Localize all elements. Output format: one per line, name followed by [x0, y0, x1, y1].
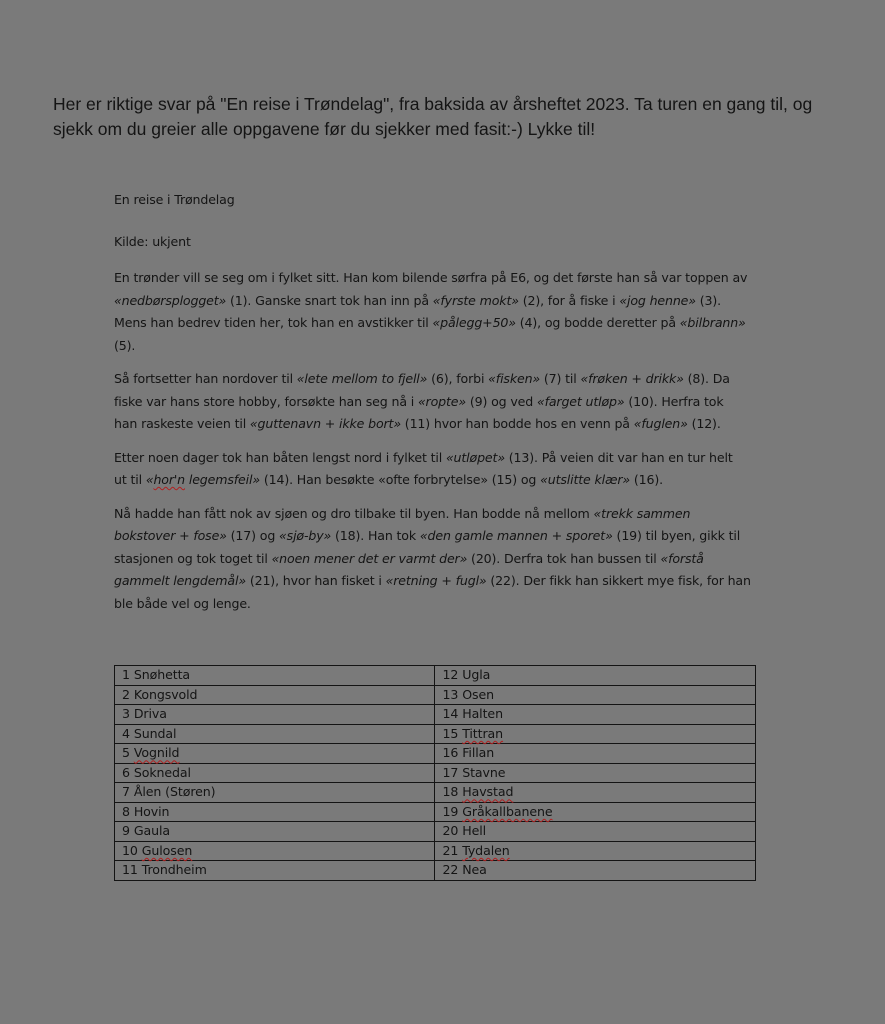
paragraph-1 — [114, 267, 764, 357]
answer-cell-right: 22 Nea — [435, 861, 756, 881]
table-row — [115, 705, 756, 725]
text: (22). Der fikk han sikkert mye fisk, for han — [486, 573, 751, 588]
clue-21-cont: gammelt lengdemål» — [114, 573, 246, 588]
answer-cell-right — [435, 802, 756, 822]
text: (19) til byen, gikk til — [612, 528, 741, 543]
text: (4), og bodde deretter på — [515, 315, 680, 330]
clue-19: «den gamle mannen + sporet» — [419, 528, 613, 543]
clue-18: «sjø-by» — [279, 528, 332, 543]
misspelled-answer: Gulosen — [141, 842, 193, 858]
clue-6: «lete mellom to fjell» — [296, 371, 428, 386]
text: han raskeste veien til — [114, 416, 250, 431]
text: (17) og — [226, 528, 280, 543]
text: legemsfeil» — [185, 472, 260, 487]
answer-number: 21 — [442, 842, 463, 858]
text: (18). Han tok — [331, 528, 420, 543]
text: (11) hvor han bodde hos en venn på — [400, 416, 634, 431]
intro-text — [53, 92, 853, 142]
text: En trønder vill se seg om i fylket sitt. Han kom bilende sørfra på E6, og det første han så var toppen av — [114, 270, 748, 285]
clue-21: «forstå — [660, 550, 704, 566]
answer-table — [114, 665, 756, 881]
answer-cell-left: 4 Sundal — [115, 724, 435, 744]
paragraph-2 — [114, 368, 764, 436]
riddle-document — [114, 189, 764, 626]
clue-1: «nedbørsplogget» — [114, 292, 227, 308]
clue-13: «utløpet» — [445, 449, 505, 465]
clue-17: «trekk sammen — [593, 505, 691, 521]
answer-cell-left: 8 Hovin — [115, 802, 435, 822]
clue-16: «utslitte klær» — [540, 472, 631, 487]
clue-17-cont: bokstover + fose» — [114, 528, 227, 543]
answer-cell-left — [115, 744, 435, 764]
answer-cell-left — [115, 841, 435, 861]
answer-cell-right: 12 Ugla — [435, 666, 756, 686]
text: ut til — [114, 472, 146, 487]
text: « — [145, 472, 154, 487]
answer-cell-left: 2 Kongsvold — [115, 685, 435, 705]
answer-cell-left: 6 Soknedal — [115, 763, 435, 783]
text: (9) og ved — [466, 393, 537, 409]
text: (2), for å fiske i — [518, 292, 620, 308]
answer-number: 5 — [122, 745, 134, 761]
text: Mens han bedrev tiden her, tok han en avstikker til — [114, 315, 433, 330]
text: (21), hvor han fisket i — [245, 573, 386, 588]
table-row — [115, 685, 756, 705]
answer-number: 19 — [442, 803, 463, 819]
table-row — [115, 744, 756, 764]
text: fiske var hans store hobby, forsøkte han seg nå i — [114, 393, 418, 409]
text: Nå hadde han fått nok av sjøen og dro tilbake til byen. Han bodde nå mellom — [114, 505, 594, 521]
text: (1). Ganske snart tok han inn på — [226, 292, 433, 308]
answer-cell-left: 9 Gaula — [115, 822, 435, 842]
text: (16). — [630, 472, 663, 487]
clue-22: «retning + fugl» — [385, 573, 487, 588]
answer-cell-right — [435, 724, 756, 744]
misspelled-answer: Tittran — [462, 725, 504, 741]
clue-10: «farget utløp» — [536, 393, 625, 409]
text: ble både vel og lenge. — [114, 595, 251, 611]
answer-cell-left: 3 Driva — [115, 705, 435, 725]
misspelled-answer: Havstad — [462, 784, 514, 800]
text: (3). — [695, 292, 721, 308]
misspelled-answer: Tydalen — [462, 842, 510, 858]
document-title: En reise i Trøndelag — [114, 192, 235, 207]
answer-cell-right: 14 Halten — [435, 705, 756, 725]
table-row — [115, 802, 756, 822]
text: Så fortsetter han nordover til — [114, 371, 297, 386]
answer-cell-left: 7 Ålen (Støren) — [115, 783, 435, 803]
answer-cell-right: 20 Hell — [435, 822, 756, 842]
clue-2: «fyrste mokt» — [432, 292, 519, 308]
answer-number: 10 — [122, 842, 142, 858]
answer-cell-right — [435, 841, 756, 861]
paragraph-3 — [114, 447, 764, 492]
text: stasjonen og tok toget til — [114, 550, 272, 566]
clue-5: «bilbrann» — [679, 315, 746, 330]
intro-line-1: Her er riktige svar på "En reise i Trøndelag", fra baksida av årsheftet 2023. Ta turen en gang til, og — [53, 94, 813, 114]
text: (5). — [114, 337, 136, 353]
answer-number: 15 — [442, 725, 463, 741]
clue-11: «guttenavn + ikke bort» — [249, 416, 401, 431]
table-row — [115, 724, 756, 744]
text: (12). — [687, 416, 721, 431]
table-row — [115, 841, 756, 861]
table-row — [115, 763, 756, 783]
answer-cell-left: 11 Trondheim — [115, 861, 435, 881]
intro-line-2: sjekk om du greier alle oppgavene før du sjekker med fasit:-) Lykke til! — [53, 119, 596, 139]
text: Etter noen dager tok han båten lengst nord i fylket til — [114, 449, 446, 465]
misspelled-answer: Vognild — [133, 745, 180, 761]
clue-9: «ropte» — [417, 393, 466, 409]
misspelled-word: hor'n — [153, 472, 185, 487]
text: (7) til — [540, 371, 581, 386]
clue-20: «noen mener det er varmt der» — [271, 550, 468, 566]
answer-cell-right: 13 Osen — [435, 685, 756, 705]
clue-4: «pålegg+50» — [432, 315, 516, 330]
answer-number: 18 — [442, 784, 463, 800]
document-source: Kilde: ukjent — [114, 233, 191, 249]
misspelled-answer: Gråkallbanene — [462, 803, 553, 819]
text: (13). På veien dit var han en tur helt — [504, 449, 733, 465]
table-row — [115, 822, 756, 842]
paragraph-4 — [114, 503, 764, 616]
answer-cell-right: 16 Fillan — [435, 744, 756, 764]
answer-cell-right: 17 Stavne — [435, 763, 756, 783]
clue-8: «frøken + drikk» — [580, 371, 684, 386]
clue-7: «fisken» — [488, 371, 541, 386]
text: (14). Han besøkte «ofte forbrytelse» (15) og — [259, 472, 541, 487]
text: (8). Da — [683, 371, 730, 386]
table-row — [115, 666, 756, 686]
table-row — [115, 783, 756, 803]
clue-12: «fuglen» — [633, 416, 688, 431]
clue-14 — [146, 472, 260, 487]
text: (20). Derfra tok han bussen til — [467, 550, 661, 566]
table-row — [115, 861, 756, 881]
answer-cell-right — [435, 783, 756, 803]
text: (6), forbi — [427, 371, 489, 386]
answer-cell-left: 1 Snøhetta — [115, 666, 435, 686]
text: (10). Herfra tok — [624, 393, 724, 409]
clue-3: «jog henne» — [619, 292, 696, 308]
